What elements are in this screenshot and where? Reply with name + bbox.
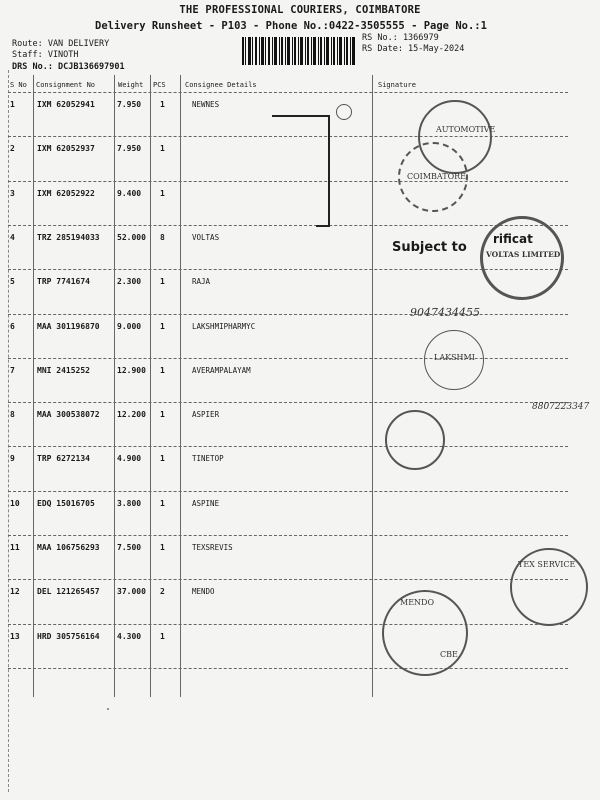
table-row bbox=[8, 495, 568, 539]
row-weight: 37.000 bbox=[117, 587, 146, 597]
row-rule bbox=[8, 624, 568, 625]
row-sno: 10 bbox=[10, 498, 20, 508]
row-consignee: RAJA bbox=[192, 277, 211, 287]
table-row bbox=[8, 583, 568, 627]
row-pcs: 1 bbox=[160, 277, 165, 287]
row-pcs: 1 bbox=[160, 188, 165, 198]
speck bbox=[107, 708, 109, 710]
row-sno: 3 bbox=[10, 188, 15, 198]
col-weight: Weight bbox=[118, 81, 144, 89]
row-pcs: 1 bbox=[160, 365, 165, 375]
cbe-stamp-text: CBE bbox=[440, 650, 458, 659]
row-consignee: NEWNES bbox=[192, 100, 220, 109]
row-consignee: ASPINE bbox=[192, 498, 220, 508]
row-weight: 2.300 bbox=[117, 277, 142, 287]
row-consignment-no: TRP 6272134 bbox=[37, 454, 90, 464]
subject-to-stamp: Subject to bbox=[392, 240, 467, 255]
row-weight: 7.950 bbox=[117, 144, 142, 154]
row-sno: 1 bbox=[10, 100, 15, 109]
row-weight: 4.300 bbox=[117, 631, 142, 641]
row-pcs: 2 bbox=[160, 587, 165, 597]
col-signature: Signature bbox=[378, 81, 416, 89]
row-consignee: AVERAMPALAYAM bbox=[192, 365, 251, 375]
row-sno: 6 bbox=[10, 321, 15, 331]
row-sno: 12 bbox=[10, 587, 20, 597]
row-rule bbox=[8, 358, 568, 359]
col-consignee: Consignee Details bbox=[185, 81, 257, 89]
table-row bbox=[8, 539, 568, 583]
mendo-stamp-text: MENDO bbox=[400, 598, 435, 607]
row-rule bbox=[8, 491, 568, 492]
row-pcs: 8 bbox=[160, 232, 165, 242]
row-weight: 9.000 bbox=[117, 321, 142, 331]
table-row bbox=[8, 406, 568, 450]
row-pcs: 1 bbox=[160, 543, 165, 552]
row-rule bbox=[8, 668, 568, 669]
row-consignment-no: IXM 62052922 bbox=[37, 188, 95, 198]
row-rule bbox=[8, 535, 568, 536]
handwritten-phone-row5: 9047434455 bbox=[410, 306, 480, 319]
row-weight: 9.400 bbox=[117, 188, 142, 198]
row-consignee: MENDO bbox=[192, 587, 215, 597]
row-rule bbox=[8, 446, 568, 447]
company-title: THE PROFESSIONAL COURIERS, COIMBATORE bbox=[179, 4, 421, 16]
runsheet-subtitle: Delivery Runsheet - P103 - Phone No.:0422-3505555 - Page No.:1 bbox=[95, 20, 487, 32]
row-consignment-no: EDQ 15016705 bbox=[37, 498, 95, 508]
row-rule bbox=[8, 402, 568, 403]
rs-date: RS Date: 15-May-2024 bbox=[362, 44, 465, 54]
table-row bbox=[8, 318, 568, 362]
lakshmi-stamp-text: LAKSHMI bbox=[434, 353, 475, 362]
row-sno: 11 bbox=[10, 543, 20, 552]
handwritten-bracket bbox=[272, 115, 330, 227]
staff-label: Staff: VINOTH bbox=[12, 50, 79, 60]
row-consignment-no: MAA 301196870 bbox=[37, 321, 100, 331]
row-consignment-no: TRZ 285194033 bbox=[37, 232, 100, 242]
handwritten-bracket-tail bbox=[316, 225, 328, 227]
table-row bbox=[8, 362, 568, 406]
row-sno: 13 bbox=[10, 631, 20, 641]
voltas-stamp-text: VOLTAS LIMITED bbox=[486, 250, 561, 259]
row-consignment-no: MAA 300538072 bbox=[37, 410, 100, 420]
drs-number: DRS No.: DCJB136697901 bbox=[12, 62, 125, 72]
row-consignee: TEXSREVIS bbox=[192, 543, 233, 552]
barcode-image bbox=[242, 37, 356, 65]
row-weight: 52.000 bbox=[117, 232, 146, 242]
row-pcs: 1 bbox=[160, 498, 165, 508]
table-row bbox=[8, 450, 568, 494]
row-weight: 7.950 bbox=[117, 100, 142, 109]
row-sno: 7 bbox=[10, 365, 15, 375]
row-consignee: LAKSHMIPHARMYC bbox=[192, 321, 256, 331]
row-rule bbox=[8, 579, 568, 580]
row-consignment-no: IXM 62052937 bbox=[37, 144, 95, 154]
circled-mark bbox=[336, 104, 352, 120]
automotive-stamp-text: AUTOMOTIVE bbox=[436, 125, 496, 134]
verification-stamp: rificat bbox=[493, 232, 533, 246]
row-consignment-no: DEL 121265457 bbox=[37, 587, 100, 597]
col-sno: S No bbox=[10, 81, 27, 89]
texservice-stamp-text: TEX SERVICE bbox=[518, 560, 576, 569]
row-consignee: TINETOP bbox=[192, 454, 224, 464]
row-pcs: 1 bbox=[160, 100, 165, 109]
rs-number: RS No.: 1366979 bbox=[362, 33, 439, 43]
row-pcs: 1 bbox=[160, 631, 165, 641]
row-sno: 4 bbox=[10, 232, 15, 242]
row-consignment-no: TRP 7741674 bbox=[37, 277, 90, 287]
row-consignee: ASPIER bbox=[192, 410, 220, 420]
row-sno: 8 bbox=[10, 410, 15, 420]
row-weight: 12.200 bbox=[117, 410, 146, 420]
row-sno: 9 bbox=[10, 454, 15, 464]
row-pcs: 1 bbox=[160, 144, 165, 154]
coimbatore-stamp-text: COIMBATORE bbox=[407, 172, 467, 181]
row-consignment-no: IXM 62052941 bbox=[37, 100, 95, 109]
table-row bbox=[8, 628, 568, 672]
route-label: Route: VAN DELIVERY bbox=[12, 39, 110, 49]
row-consignee: VOLTAS bbox=[192, 232, 220, 242]
row-weight: 7.500 bbox=[117, 543, 142, 552]
row-weight: 3.800 bbox=[117, 498, 142, 508]
row-consignment-no: HRD 305756164 bbox=[37, 631, 100, 641]
row-pcs: 1 bbox=[160, 321, 165, 331]
table-row bbox=[8, 273, 568, 317]
row-consignment-no: MAA 106756293 bbox=[37, 543, 100, 552]
row-pcs: 1 bbox=[160, 410, 165, 420]
row-weight: 12.900 bbox=[117, 365, 146, 375]
col-consignment: Consignment No bbox=[36, 81, 96, 89]
row-pcs: 1 bbox=[160, 454, 165, 464]
row-sno: 5 bbox=[10, 277, 15, 287]
aspier-stamp bbox=[385, 410, 445, 470]
row-consignment-no: MNI 2415252 bbox=[37, 365, 90, 375]
header-rule bbox=[8, 92, 568, 93]
row-weight: 4.900 bbox=[117, 454, 142, 464]
col-pcs: PCS bbox=[153, 81, 166, 89]
row-rule bbox=[8, 314, 568, 315]
handwritten-phone-row7: 8807223347 bbox=[532, 402, 590, 412]
row-sno: 2 bbox=[10, 144, 15, 154]
